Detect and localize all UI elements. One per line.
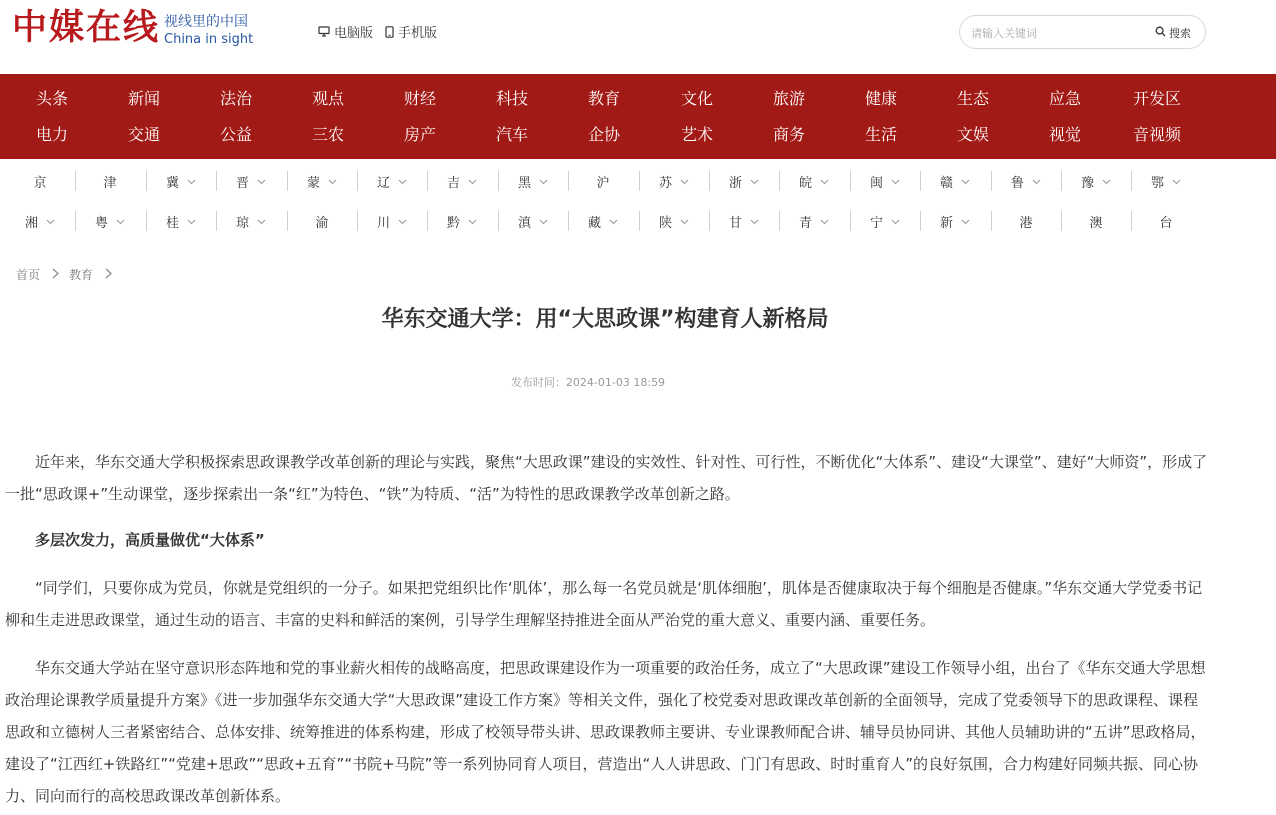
main-nav — [0, 74, 1276, 159]
region-item-label: 琼 — [235, 215, 249, 231]
search-button-label: 搜索 — [1169, 27, 1191, 40]
article-subtitle: 多层次发力，高质量做优“大体系” — [35, 531, 265, 549]
nav-item[interactable]: 视觉 — [1049, 125, 1082, 144]
chevron-down-icon — [328, 174, 337, 189]
chevron-down-icon — [187, 174, 196, 189]
region-item[interactable] — [639, 165, 709, 197]
main-nav-row-2 — [0, 123, 1276, 147]
nav-item[interactable]: 生态 — [957, 89, 990, 108]
chevron-down-icon — [750, 214, 759, 229]
chevron-down-icon — [891, 214, 900, 229]
region-item[interactable] — [216, 205, 286, 237]
region-item-label: 蒙 — [306, 175, 320, 191]
nav-item[interactable]: 房产 — [404, 125, 437, 144]
article-body — [5, 446, 1210, 812]
region-item[interactable] — [1131, 205, 1201, 237]
article-paragraph: “同学们，只要你成为党员，你就是党组织的一分子。如果把党组织比作‘肌体’，那么每一名党员就是‘肌体细胞’，肌体是否健康取决于每个细胞是否健康。”华东交通大学党委书记柳和生走进思政课堂，通过生动的语言、丰富的史料和鲜活的案例，引导学生理解坚持推进全面从严治党的重大意义、重要内涵、重要任务。 — [5, 579, 1203, 629]
site-logo[interactable]: 中媒在线 — [12, 7, 161, 48]
nav-item[interactable]: 头条 — [36, 89, 69, 108]
site-header — [0, 0, 1276, 74]
region-item[interactable] — [920, 165, 990, 197]
region-item[interactable] — [991, 205, 1061, 237]
region-item-label: 冀 — [165, 175, 179, 191]
chevron-down-icon — [961, 174, 970, 189]
region-item[interactable] — [1061, 205, 1131, 237]
region-item-label: 苏 — [658, 175, 672, 191]
chevron-down-icon — [1102, 174, 1111, 189]
chevron-down-icon — [1032, 174, 1041, 189]
region-item-label: 陕 — [658, 215, 672, 231]
chevron-down-icon — [750, 174, 759, 189]
chevron-down-icon — [539, 174, 548, 189]
region-item[interactable] — [639, 205, 709, 237]
region-item[interactable] — [709, 165, 779, 197]
main-nav-row-1 — [0, 87, 1276, 111]
chevron-down-icon — [891, 174, 900, 189]
breadcrumb-home[interactable]: 首页 — [16, 268, 41, 282]
region-item-label: 新 — [939, 215, 953, 231]
article-title: 华东交通大学：用“大思政课”构建育人新格局 — [381, 307, 829, 332]
chevron-down-icon — [680, 214, 689, 229]
search-button[interactable] — [1155, 25, 1191, 41]
region-item-label: 鲁 — [1010, 175, 1024, 191]
region-item[interactable] — [287, 205, 357, 237]
region-item[interactable] — [75, 205, 145, 237]
nav-item[interactable]: 开发区 — [1133, 89, 1182, 108]
slogan-cn: 视线里的中国 — [164, 14, 248, 30]
region-item[interactable] — [498, 165, 568, 197]
region-item[interactable] — [146, 165, 216, 197]
publish-time: 发布时间：2024-01-03 18:59 — [510, 376, 666, 389]
chevron-down-icon — [257, 214, 266, 229]
nav-item[interactable]: 公益 — [220, 125, 253, 144]
chevron-down-icon — [398, 174, 407, 189]
nav-item[interactable]: 三农 — [312, 125, 345, 144]
region-item-label: 青 — [798, 215, 812, 231]
search-box — [959, 15, 1206, 49]
chevron-down-icon — [187, 214, 196, 229]
nav-item[interactable]: 应急 — [1049, 89, 1082, 108]
region-item-label: 粤 — [94, 215, 108, 231]
slogan-en: China in sight — [164, 32, 254, 47]
chevron-down-icon — [468, 174, 477, 189]
nav-item[interactable]: 观点 — [312, 89, 345, 108]
region-item-label: 浙 — [728, 175, 742, 191]
nav-item[interactable]: 文化 — [681, 89, 714, 108]
region-item[interactable] — [427, 165, 497, 197]
search-icon — [1155, 26, 1166, 40]
region-nav-row-1 — [5, 165, 1271, 197]
region-item-label: 豫 — [1080, 175, 1094, 191]
region-item-label: 港 — [1019, 215, 1033, 231]
region-item[interactable] — [216, 165, 286, 197]
region-nav — [0, 159, 1276, 241]
region-item[interactable] — [779, 165, 849, 197]
monitor-icon — [318, 26, 330, 37]
chevron-down-icon — [609, 214, 618, 229]
nav-item[interactable]: 音视频 — [1133, 125, 1182, 144]
region-item[interactable] — [568, 205, 638, 237]
region-item-label: 湘 — [24, 215, 38, 231]
article-paragraph: 近年来，华东交通大学积极探索思政课教学改革创新的理论与实践，聚焦“大思政课”建设的实效性、针对性、可行性，不断优化“大体系”、建设“大课堂”、建好“大师资”，形成了一批“思政课+”生动课堂，逐步探索出一条“红”为特色、“铁”为特质、“活”为特性的思政课教学改革创新之路。 — [5, 453, 1208, 503]
region-item-label: 黑 — [517, 175, 531, 191]
region-item-label: 黔 — [446, 215, 460, 231]
nav-item[interactable]: 交通 — [128, 125, 161, 144]
nav-item[interactable]: 科技 — [496, 89, 529, 108]
region-item-label: 渝 — [315, 215, 329, 231]
region-item-label: 吉 — [446, 175, 460, 191]
region-item-label: 赣 — [939, 175, 953, 191]
chevron-down-icon — [257, 174, 266, 189]
region-item-label: 皖 — [798, 175, 812, 191]
chevron-down-icon — [820, 174, 829, 189]
region-item[interactable] — [779, 205, 849, 237]
region-item[interactable] — [75, 165, 145, 197]
breadcrumb-category[interactable]: 教育 — [69, 268, 94, 282]
chevron-right-icon — [52, 268, 59, 282]
region-item[interactable] — [5, 205, 75, 237]
region-item[interactable] — [850, 205, 920, 237]
chevron-down-icon — [820, 214, 829, 229]
region-item-label: 沪 — [596, 175, 610, 191]
version-switch — [318, 22, 437, 41]
article-paragraph: 华东交通大学站在坚守意识形态阵地和党的事业薪火相传的战略高度，把思政课建设作为一项重要的政治任务，成立了“大思政课”建设工作领导小组，出台了《华东交通大学思想政治理论课教学质量提升方案》《进一步加强华东交通大学“大思政课”建设工作方案》等相关文件，强化了校党委对思政课改革创新的全面领导，完成了党委领导下的思政课程、课程思政和立德树人三者紧密结合、总体安排、统筹推进的体系构建，形成了校领导带头讲、思政课教师主要讲、专业课教师配合讲、辅导员协同讲、其他人员辅助讲的“五讲”思政格局，建设了“江西红+铁路红”“党建+思政”“思政+五育”“书院+马院”等一系列协同育人项目，营造出“人人讲思政、门门有思政、时时重育人”的良好氛围，合力构建好同频共振、同心协力、同向而行的高校思政课改革创新体系。 — [5, 659, 1206, 805]
region-item-label: 辽 — [376, 175, 390, 191]
nav-item[interactable]: 电力 — [36, 125, 69, 144]
nav-item[interactable]: 企协 — [588, 125, 621, 144]
nav-item[interactable]: 法治 — [220, 89, 253, 108]
region-nav-row-2 — [5, 205, 1271, 237]
pc-version-link[interactable] — [318, 22, 373, 41]
region-item-label: 澳 — [1089, 215, 1103, 231]
nav-item[interactable]: 艺术 — [681, 125, 714, 144]
chevron-down-icon — [46, 214, 55, 229]
breadcrumb — [16, 266, 122, 283]
nav-item[interactable]: 汽车 — [496, 125, 529, 144]
region-item-label: 津 — [103, 175, 117, 191]
region-item[interactable] — [498, 205, 568, 237]
region-item[interactable] — [146, 205, 216, 237]
region-item-label: 鄂 — [1150, 175, 1164, 191]
pc-version-label: 电脑版 — [334, 26, 374, 41]
region-item[interactable] — [5, 165, 75, 197]
region-item-label: 宁 — [869, 215, 883, 231]
chevron-down-icon — [1172, 174, 1181, 189]
mobile-version-link[interactable] — [385, 22, 437, 41]
region-item[interactable] — [427, 205, 497, 237]
nav-item[interactable]: 财经 — [404, 89, 437, 108]
region-item[interactable] — [357, 205, 427, 237]
chevron-down-icon — [398, 214, 407, 229]
region-item-label: 甘 — [728, 215, 742, 231]
nav-item[interactable]: 教育 — [588, 89, 621, 108]
chevron-down-icon — [116, 214, 125, 229]
chevron-down-icon — [961, 214, 970, 229]
region-item-label: 滇 — [517, 215, 531, 231]
chevron-down-icon — [680, 174, 689, 189]
nav-item[interactable]: 文娱 — [957, 125, 990, 144]
site-slogan — [164, 14, 253, 48]
region-item[interactable] — [357, 165, 427, 197]
region-item-label: 藏 — [587, 215, 601, 231]
region-item[interactable] — [287, 165, 357, 197]
search-input[interactable] — [971, 23, 1141, 43]
region-item-label: 京 — [33, 175, 47, 191]
nav-item[interactable]: 商务 — [773, 125, 806, 144]
chevron-down-icon — [468, 214, 477, 229]
region-item[interactable] — [991, 165, 1061, 197]
chevron-right-icon — [105, 268, 112, 282]
region-item-label: 闽 — [869, 175, 883, 191]
region-item[interactable] — [920, 205, 990, 237]
phone-icon — [385, 26, 394, 38]
region-item[interactable] — [850, 165, 920, 197]
region-item-label: 川 — [376, 215, 390, 231]
region-item-label: 台 — [1159, 215, 1173, 231]
nav-item[interactable]: 健康 — [865, 89, 898, 108]
region-item-label: 桂 — [165, 215, 179, 231]
nav-item[interactable]: 旅游 — [773, 89, 806, 108]
nav-item[interactable]: 生活 — [865, 125, 898, 144]
region-item[interactable] — [1061, 165, 1131, 197]
region-item-label: 晋 — [235, 175, 249, 191]
mobile-version-label: 手机版 — [398, 26, 438, 41]
chevron-down-icon — [539, 214, 548, 229]
region-item[interactable] — [1131, 165, 1201, 197]
nav-item[interactable]: 新闻 — [128, 89, 161, 108]
region-item[interactable] — [709, 205, 779, 237]
region-item[interactable] — [568, 165, 638, 197]
